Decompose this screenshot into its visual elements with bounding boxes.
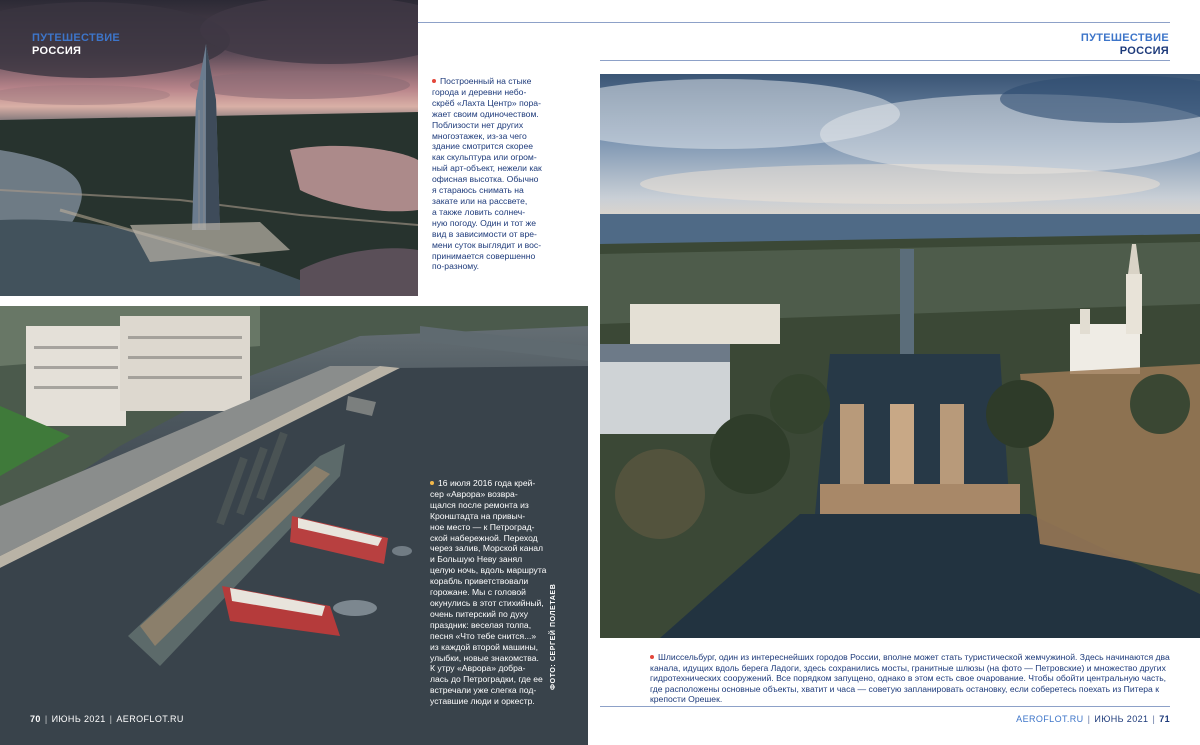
section-title: ПУТЕШЕСТВИЕ	[32, 32, 121, 44]
caption-shlisselburg	[650, 652, 1170, 705]
footer-left	[30, 714, 184, 725]
caption-aurora	[430, 478, 565, 707]
caption-shlisselburg-text: Шлиссельбург, один из интереснейших городов России, вполне может стать туристической жемчужиной. Здесь начинаются два канала, идущих вдоль берега Ладоги, здесь сохранились мосты, гранитные шлюзы (на фото — Петровские) и множество других гидротехнических сооружений. Все порядком запущено, однако в этом есть свое очарование. Чтобы обойти центральную часть, где расположены основные объекты, хватит и часа — советую запланировать остановку, если соберетесь поехать из Питера к крепости Орешек.	[650, 652, 1170, 705]
site-link[interactable]: AEROFLOT.RU	[116, 714, 184, 724]
footer-separator: |	[1087, 714, 1091, 724]
issue-date: ИЮНЬ 2021	[51, 714, 106, 724]
section-header-right	[1081, 32, 1169, 58]
page-number: 70	[30, 714, 41, 724]
top-rule-left	[418, 22, 600, 23]
caption-lakhta	[432, 76, 592, 272]
shlisselburg-photo-art	[600, 74, 1200, 638]
page-number: 71	[1159, 714, 1170, 724]
site-link[interactable]: AEROFLOT.RU	[1016, 714, 1084, 724]
issue-date: ИЮНЬ 2021	[1094, 714, 1149, 724]
footer-separator: |	[109, 714, 113, 724]
top-rule-right	[600, 22, 1170, 23]
bullet-icon	[432, 79, 436, 83]
footer-separator: |	[44, 714, 48, 724]
caption-aurora-text: 16 июля 2016 года крей- сер «Аврора» возвра- щался после ремонта из Кронштадта на привыч- ное место — к Петроград- ской набережной. Переход через залив, Морской канал и Большую Неву занял целую ночь, вдоль маршрута корабль приветствовали горожане. Мы с головой окунулись в этот стихийный, очень питерский по духу праздник: веселая толпа, песня «Что тебе снится...» из каждой второй машины, улыбки, новые знакомства. К утру «Аврора» добра- лась до Петроградки, где ее встречали уже слегка под- уставшие люди и оркестр.	[430, 478, 547, 707]
bullet-icon	[650, 655, 654, 659]
section-subtitle: РОССИЯ	[32, 45, 82, 57]
caption-lakhta-text: Построенный на стыке города и деревни небо- скрёб «Лахта Центр» пора- жает своим одиночеством. Поблизости нет других многоэтажек, из-за чего здание смотрится скорее как скульптура или огром- ный арт-объект, нежели как офисная высотка. Обычно я стараюсь снимать на закате или на рассвете, а также ловить солнеч- ную погоду. Один и тот же вид в зависимости от вре- мени суток выглядит и вос- принимается совершенно по-разному.	[432, 76, 542, 272]
section-title: ПУТЕШЕСТВИЕ	[1080, 32, 1169, 44]
footer-separator: |	[1152, 714, 1156, 724]
photo-shlisselburg	[600, 74, 1200, 638]
header-rule-right	[600, 60, 1170, 61]
footer-right	[1016, 714, 1170, 725]
footer-rule-right	[600, 706, 1170, 707]
bullet-icon	[430, 481, 434, 485]
photo-credit: ФОТО: СЕРГЕЙ ПОЛЕТАЕВ	[550, 583, 557, 690]
section-header-left	[32, 32, 120, 58]
section-subtitle: РОССИЯ	[1119, 45, 1169, 57]
